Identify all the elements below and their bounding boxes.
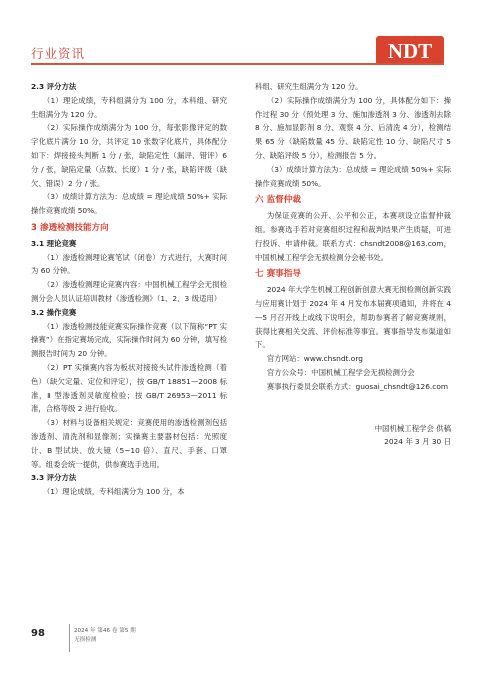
section-heading: 七 赛事指导 (255, 269, 301, 280)
paragraph: （3）材料与设备相关规定：竞赛使用的渗透检测剂包括渗透剂、清洗剂和显像剂；实操赛主要器材包括：光照度计、B 型试块、放大镜（5~10 倍）、直尺、手套、口罩等。组委会统一提供，供参赛选手选用。 (31, 418, 227, 469)
subsection-heading: 3.1 理论竞赛 (31, 238, 77, 248)
subsection-heading: 3.3 评分方法 (31, 473, 77, 483)
paragraph: 为保证竞赛的公开、公平和公正，本赛项设立监督仲裁组。参赛选手若对竞赛组织过程和裁判结果产生质疑，可进行投诉、申请仲裁。联系方式：chsndt2008@163.com，中国机械工程学会无损检测分会秘书处。 (255, 211, 451, 262)
signature-line: 中国机械工程学会 供稿 (374, 423, 451, 433)
subsection-heading: 3.2 操作竞赛 (31, 307, 77, 317)
signature-line: 2024 年 3 月 30 日 (384, 437, 451, 447)
paragraph: 官方公众号：中国机械工程学会无损检测分会 (266, 367, 415, 377)
journal-info (74, 627, 136, 645)
paragraph: （2）实际操作成绩满分为 100 分，每张影像评定的数字化底片满分 10 分，共评定 10 张数字化底片，具体配分如下：焊接接头判断 1 分 / 张，缺陷定性（漏评、错评）6 分 / 张，缺陷定量（点数、长度）1 分 / 张，缺陷评级（缺欠、错误）2 分 / 张。 (31, 123, 227, 188)
paragraph: （1）理论成绩，专科组满分为 100 分，本科组、研究生组满分为 120 分。 (31, 95, 227, 119)
left-column (31, 80, 227, 499)
right-column (255, 80, 451, 449)
paragraph: 官方网站：www.chsndt.org (266, 354, 363, 364)
paragraph: （1）渗透检测技能竞赛实际操作竞赛（以下简称“PT 实操赛”）在指定赛场完成，实际操作时间为 60 分钟，填写检测报告时间为 20 分钟。 (31, 321, 227, 359)
subsection-heading: 2.3 评分方法 (31, 82, 77, 91)
paragraph: 2024 年大学生机械工程创新创意大赛无损检测创新实践与应用赛计划于 2024 年 4 月发布本届赛项通知，并将在 4—5 月召开线上或线下说明会，帮助参赛者了解竞赛规则，获得比赛相关交流、评价标准等事宜。赛事指导发布渠道如下。 (255, 285, 451, 350)
section-heading: 3 渗透检测技能方向 (31, 222, 109, 233)
footer-divider (69, 624, 70, 652)
paragraph: （1）理论成绩，专科组满分为 100 分，本 (42, 487, 185, 497)
paragraph: （3）成绩计算方法为：总成绩 = 理论成绩 50%+ 实际操作竞赛成绩 50%。 (31, 192, 227, 216)
section-title: 行业资讯 (31, 46, 86, 61)
header-divider (31, 63, 444, 65)
spacer (255, 394, 451, 422)
journal-name: 无损检测 (74, 637, 97, 643)
paragraph: （1）渗透检测理论赛笔试（闭卷）方式进行，大赛时间为 60 分钟。 (31, 252, 227, 276)
page-number: 98 (31, 628, 45, 639)
paragraph: （2）实际操作成绩满分为 100 分，具体配分如下：操作过程 30 分（预处理 3 分、施加渗透剂 3 分、渗透剂去除 8 分、施加显影剂 8 分、观察 4 分、后清洗 4 分），检测结果 65 分（缺陷数量 45 分、缺陷定性 10 分、缺陷尺寸 5 分、缺陷评级 5 分），检测报告 5 分。 (255, 95, 451, 160)
section-heading: 六 监督仲裁 (255, 195, 301, 206)
journal-issue: 2024 年 第46 卷 第5 期 (74, 628, 136, 634)
paragraph: 赛事执行委员会联系方式：guosai_chsndt@126.com (266, 381, 449, 391)
paragraph: （2）PT 实操赛内容为板状对接接头试件渗透检测（着色）（缺欠定量、定位和评定），按 GB/T 18851—2008 标准，Ⅱ 型渗透剂灵敏度检验；按 GB/T 26953—2011 标准，合格等级 2 进行验收。 (31, 362, 227, 414)
ndt-logo (376, 36, 444, 65)
paragraph: （3）成绩计算方法为：总成绩 = 理论成绩 50%+ 实际操作竞赛成绩 50%。 (255, 164, 451, 188)
svg-text:NDT: NDT (387, 39, 433, 63)
paragraph: 科组、研究生组满分为 120 分。 (255, 82, 363, 91)
paragraph: （2）渗透检测理论竞赛内容：中国机械工程学会无损检测分会人员认证培训教材《渗透检测》（1、2、3 级适用） (31, 280, 227, 303)
